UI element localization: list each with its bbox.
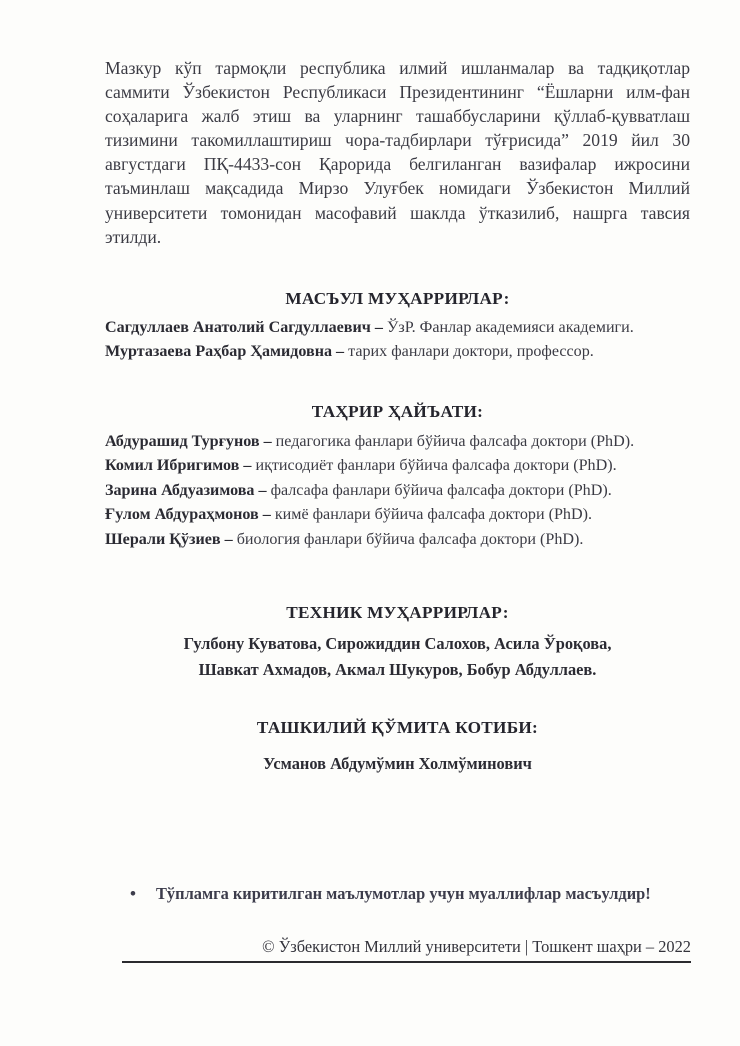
member-role: педагогика фанлари бўйича фалсафа доктори (PhD). <box>275 433 635 450</box>
responsible-editors-list <box>105 316 705 365</box>
member-row <box>105 454 705 478</box>
editorial-board-heading: ТАҲРИР ҲАЙЪАТИ: <box>311 402 484 421</box>
member-name: Ғулом Абдураҳмонов – <box>105 506 271 524</box>
member-row <box>105 528 705 552</box>
member-row <box>105 503 705 527</box>
authors-responsibility-note <box>130 884 690 904</box>
member-name: Зарина Абдуазимова – <box>105 481 267 499</box>
member-role: иқтисодиёт фанлари бўйича фалсафа доктори (PhD). <box>255 457 617 475</box>
editorial-board-list <box>105 430 705 552</box>
bullet-icon: • <box>130 884 136 903</box>
technical-editors-line: Гулбону Куватова, Сирожиддин Салохов, Асила Ўроқова, <box>183 634 612 653</box>
member-role: биология фанлари бўйича фалсафа доктори (PhD). <box>236 530 584 548</box>
member-row <box>105 479 705 503</box>
copyright-line: © Ўзбекистон Миллий университети | Тошкент шаҳри – 2022 <box>262 937 691 956</box>
member-row <box>105 340 705 364</box>
org-committee-secretary: Усманов Абдумўмин Холмўминович <box>263 754 532 773</box>
member-name: Сагдуллаев Анатолий Сагдуллаевич – <box>105 319 383 336</box>
member-name: Абдурашид Турғунов – <box>105 433 272 450</box>
technical-editors-line: Шавкат Ахмадов, Акмал Шукуров, Бобур Абдуллаев. <box>198 659 597 679</box>
member-role: фалсафа фанлари бўйича фалсафа доктори (PhD). <box>270 481 612 499</box>
member-row <box>105 316 705 340</box>
org-committee-heading: ТАШКИЛИЙ ҚЎМИТА КОТИБИ: <box>256 718 539 737</box>
technical-editors-names <box>105 631 690 682</box>
note-text: Тўпламга киритилган маълумотлар учун муаллифлар масъулдир! <box>156 884 651 903</box>
responsible-editors-heading: МАСЪУЛ МУҲАРРИРЛАР: <box>285 289 510 308</box>
member-name: Комил Ибригимов – <box>105 457 252 475</box>
member-name: Шерали Қўзиев – <box>105 530 233 548</box>
member-role: ЎзР. Фанлар академияси академиги. <box>386 319 634 336</box>
member-name: Муртазаева Раҳбар Ҳамидовна – <box>105 343 345 361</box>
technical-editors-heading: ТЕХНИК МУҲАРРИРЛАР: <box>286 603 509 622</box>
intro-paragraph: Мазкур кўп тармоқли республика илмий ишланмалар ва тадқиқотлар саммити Ўзбекистон Республикаси Президентининг “Ёшларни илм-фан соҳаларига жалб этиш ва уларнинг ташаббусларини қўллаб-қувватлаш тизимини такомиллаштириш чора-тадбирлари тўғрисида” 2019 йил 30 августдаги ПҚ-4433-сон Қарорида белгиланган вазифалар ижросини таъминлаш мақсадида Мирзо Улуғбек номидаги Ўзбекистон Миллий университети томонидан масофавий шаклда ўтказилиб, нашрга тавсия этилди. <box>105 58 690 247</box>
member-row <box>105 430 705 454</box>
footer-rule <box>122 961 691 963</box>
member-role: тарих фанлари доктори, профессор. <box>348 343 594 361</box>
member-role: кимё фанлари бўйича фалсафа доктори (PhD). <box>274 506 592 524</box>
